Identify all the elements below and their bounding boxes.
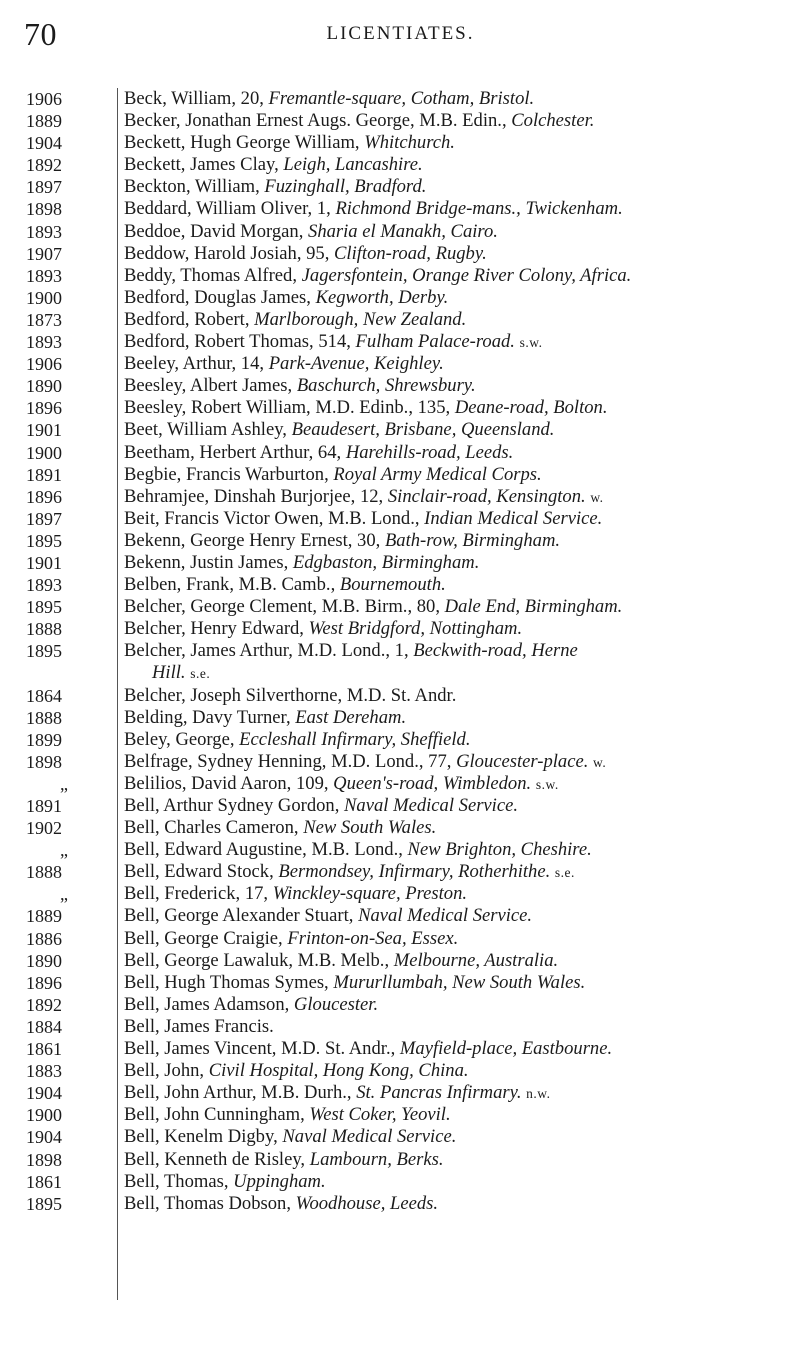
list-entry — [0, 1038, 801, 1060]
entry-line — [124, 1193, 784, 1215]
entry-address: Harehills-road, Leeds. — [345, 441, 514, 463]
entry-line — [124, 817, 784, 839]
entry-name: Beetham, Herbert Arthur, 64, — [124, 441, 346, 463]
entry-line — [124, 751, 784, 773]
entry-year: 1901 — [26, 552, 62, 573]
entry-address: Beaudesert, Brisbane, Queensland. — [291, 419, 555, 441]
entry-address: Fuzinghall, Bradford. — [264, 176, 427, 198]
list-entry — [0, 817, 801, 839]
entry-address: Richmond Bridge-mans., Twickenham. — [335, 198, 623, 220]
entry-address: Gloucester-place. — [456, 750, 589, 772]
entry-line — [124, 574, 784, 596]
list-entry — [0, 132, 801, 154]
entry-line — [124, 309, 784, 331]
entry-postal-district: w. — [593, 754, 607, 770]
entry-address: Leigh, Lancashire. — [283, 154, 423, 176]
entry-year: 1895 — [26, 1193, 62, 1214]
list-entry — [0, 88, 801, 110]
entry-address: Naval Medical Service. — [358, 905, 533, 927]
entry-year: 1898 — [26, 199, 62, 220]
entry-year: 1889 — [26, 111, 62, 132]
entry-address: West Bridgford, Nottingham. — [308, 618, 523, 640]
entry-address: Melbourne, Australia. — [393, 949, 559, 971]
entry-year: 1895 — [26, 641, 62, 662]
entry-line — [124, 508, 784, 530]
entry-year: 1889 — [26, 906, 62, 927]
entry-year: 1896 — [26, 486, 62, 507]
entry-year: 1897 — [26, 177, 62, 198]
entry-name: Bell, John Arthur, M.B. Durh., — [124, 1082, 357, 1104]
entry-name: Bell, Edward Augustine, M.B. Lond., — [124, 839, 408, 861]
entry-line — [124, 1104, 784, 1126]
entry-line — [124, 375, 784, 397]
entry-address: Mayfield-place, Eastbourne. — [399, 1038, 613, 1060]
list-entry — [0, 154, 801, 176]
entry-name: Bell, John Cunningham, — [124, 1104, 310, 1126]
entry-address: Sinclair-road, Kensington. — [387, 485, 586, 507]
entry-line — [124, 530, 784, 552]
entry-name: Beley, George, — [124, 728, 240, 750]
list-entry — [0, 574, 801, 596]
entry-year: 1898 — [26, 1149, 62, 1170]
list-entry — [0, 839, 801, 861]
entry-year: 1899 — [26, 729, 62, 750]
entry-year: 1888 — [26, 619, 62, 640]
entry-line — [124, 1171, 784, 1193]
entry-name: Belcher, Henry Edward, — [124, 618, 309, 640]
entry-address: Naval Medical Service. — [282, 1126, 457, 1148]
entry-address: Beckwith-road, Herne — [413, 640, 578, 662]
entry-year: 1861 — [26, 1171, 62, 1192]
entry-name: Bell, John, — [124, 1060, 209, 1082]
entry-address: St. Pancras Infirmary. — [356, 1082, 522, 1104]
list-entry — [0, 861, 801, 883]
entry-year: 1883 — [26, 1061, 62, 1082]
list-entry — [0, 972, 801, 994]
entry-line — [124, 1149, 784, 1171]
entry-line — [124, 1060, 784, 1082]
entry-year: „ — [60, 884, 68, 905]
entry-address: Civil Hospital, Hong Kong, China. — [208, 1060, 469, 1082]
entry-line — [124, 88, 784, 110]
entry-year: „ — [60, 773, 68, 794]
entry-name: Bell, James Vincent, M.D. St. Andr., — [124, 1038, 400, 1060]
entry-year: 1900 — [26, 1105, 62, 1126]
entry-name: Bell, George Craigie, — [124, 927, 288, 949]
entry-line — [124, 265, 784, 287]
entry-name: Beckett, James Clay, — [124, 154, 284, 176]
list-entry — [0, 353, 801, 375]
entry-line — [124, 552, 784, 574]
entry-year: 1864 — [26, 685, 62, 706]
list-entry — [0, 486, 801, 508]
list-entry — [0, 751, 801, 773]
entry-line — [124, 1016, 784, 1038]
entry-line — [124, 1038, 784, 1060]
entry-name: Bell, James Francis. — [124, 1015, 274, 1037]
entry-address: Fremantle-square, Cotham, Bristol. — [268, 88, 535, 109]
list-entry — [0, 508, 801, 530]
list-entry — [0, 640, 801, 684]
entry-year: 1861 — [26, 1039, 62, 1060]
list-entry — [0, 928, 801, 950]
entry-year: 1886 — [26, 928, 62, 949]
entry-year: 1907 — [26, 243, 62, 264]
entry-year: 1896 — [26, 972, 62, 993]
list-entry — [0, 397, 801, 419]
entry-address: Gloucester. — [293, 993, 379, 1015]
entry-name: Beeley, Arthur, 14, — [124, 353, 269, 375]
entry-postal-district: s.e. — [554, 865, 575, 881]
entry-name: Beet, William Ashley, — [124, 419, 292, 441]
entry-year: 1900 — [26, 287, 62, 308]
entry-year: 1888 — [26, 707, 62, 728]
entry-name: Bekenn, George Henry Ernest, 30, — [124, 529, 385, 551]
list-entry — [0, 596, 801, 618]
entry-name: Begbie, Francis Warburton, — [124, 463, 334, 485]
entry-address: Edgbaston, Birmingham. — [292, 551, 480, 573]
list-entry — [0, 994, 801, 1016]
entry-line — [124, 950, 784, 972]
entry-year: 1892 — [26, 155, 62, 176]
list-entry — [0, 773, 801, 795]
list-entry — [0, 375, 801, 397]
entry-name: Bell, George Lawaluk, M.B. Melb., — [124, 949, 394, 971]
entry-name: Beesley, Albert James, — [124, 375, 297, 397]
entry-name: Beesley, Robert William, M.D. Edinb., 135, — [124, 397, 455, 419]
entry-line — [124, 353, 784, 375]
entry-name: Beddard, William Oliver, 1, — [124, 198, 336, 220]
entry-name: Bell, George Alexander Stuart, — [124, 905, 359, 927]
entry-address: Deane-road, Bolton. — [454, 397, 608, 419]
list-entry — [0, 1060, 801, 1082]
entry-year: 1893 — [26, 265, 62, 286]
entry-name: Belfrage, Sydney Henning, M.D. Lond., 77, — [124, 750, 457, 772]
entry-address: Bournemouth. — [339, 574, 446, 596]
entry-name: Behramjee, Dinshah Burjorjee, 12, — [124, 485, 388, 507]
entry-address: Fulham Palace-road. — [355, 331, 515, 353]
entry-year: 1904 — [26, 1127, 62, 1148]
entry-line — [124, 618, 784, 640]
entry-year: 1895 — [26, 530, 62, 551]
entry-year: 1898 — [26, 751, 62, 772]
entry-postal-district: n.w. — [526, 1086, 551, 1102]
entry-line — [124, 994, 784, 1016]
page-header — [0, 14, 801, 54]
list-entry — [0, 1104, 801, 1126]
entry-year: 1893 — [26, 332, 62, 353]
entry-year: 1890 — [26, 376, 62, 397]
entry-line — [124, 905, 784, 927]
entry-name: Bedford, Robert, — [124, 308, 255, 330]
entry-line — [124, 685, 784, 707]
list-entry — [0, 1126, 801, 1148]
list-entry — [0, 198, 801, 220]
entry-line — [124, 154, 784, 176]
entry-continuation-line — [152, 662, 784, 684]
entry-year: 1892 — [26, 994, 62, 1015]
entry-name: Bekenn, Justin James, — [124, 551, 293, 573]
entry-address: Uppingham. — [233, 1170, 326, 1192]
entry-postal-district: s.w. — [519, 335, 543, 351]
entry-line — [124, 243, 784, 265]
list-entry — [0, 309, 801, 331]
entry-line — [124, 442, 784, 464]
entry-name: Belding, Davy Turner, — [124, 706, 296, 728]
entry-line — [124, 861, 784, 883]
entry-address: Woodhouse, Leeds. — [295, 1192, 439, 1214]
entry-year: 1900 — [26, 442, 62, 463]
list-entry — [0, 950, 801, 972]
entry-line — [124, 596, 784, 618]
entry-line — [124, 132, 784, 154]
list-entry — [0, 1193, 801, 1215]
entry-name: Belcher, James Arthur, M.D. Lond., 1, — [124, 640, 414, 662]
entry-address: Hill. — [152, 662, 186, 684]
entry-year: 1906 — [26, 354, 62, 375]
entry-address: Mururllumbah, New South Wales. — [333, 971, 586, 993]
entry-line — [124, 486, 784, 508]
list-entry — [0, 331, 801, 353]
list-entry — [0, 795, 801, 817]
entry-name: Bell, Frederick, 17, — [124, 883, 273, 905]
entry-name: Beckton, William, — [124, 176, 265, 198]
entry-name: Belcher, George Clement, M.B. Birm., 80, — [124, 596, 445, 618]
page-number: 70 — [24, 16, 57, 52]
entry-line — [124, 640, 784, 662]
entry-name: Bell, Hugh Thomas Symes, — [124, 971, 334, 993]
entry-year: 1896 — [26, 398, 62, 419]
entry-address: New South Wales. — [303, 817, 437, 839]
entry-line — [124, 729, 784, 751]
entry-line — [124, 464, 784, 486]
entry-line — [124, 773, 784, 795]
list-entry — [0, 552, 801, 574]
entry-postal-district: s.e. — [190, 666, 211, 682]
entry-address: Bath-row, Birmingham. — [384, 529, 561, 551]
entry-address: Kegworth, Derby. — [315, 286, 449, 308]
entry-name: Bell, Kenneth de Risley, — [124, 1148, 310, 1170]
entry-name: Belcher, Joseph Silverthorne, M.D. St. Andr. — [124, 684, 457, 706]
list-entry — [0, 442, 801, 464]
entry-name: Bell, Thomas, — [124, 1170, 234, 1192]
entry-name: Belilios, David Aaron, 109, — [124, 772, 334, 794]
list-entry — [0, 883, 801, 905]
list-entry — [0, 530, 801, 552]
entry-year: 1873 — [26, 309, 62, 330]
entry-address: Naval Medical Service. — [344, 795, 519, 816]
entry-year: 1888 — [26, 862, 62, 883]
entry-postal-district: s.w. — [535, 776, 559, 792]
entry-name: Beck, William, 20, — [124, 88, 269, 109]
entry-year: 1891 — [26, 464, 62, 485]
entry-address: Frinton-on-Sea, Essex. — [287, 927, 459, 949]
list-entry — [0, 287, 801, 309]
entry-year: 1906 — [26, 89, 62, 109]
list-entry — [0, 221, 801, 243]
entry-year: 1901 — [26, 420, 62, 441]
entry-name: Beddoe, David Morgan, — [124, 220, 309, 242]
entry-line — [124, 110, 784, 132]
entry-name: Bell, Arthur Sydney Gordon, — [124, 795, 345, 816]
entry-year: 1895 — [26, 597, 62, 618]
entry-year: 1902 — [26, 818, 62, 839]
entry-name: Belben, Frank, M.B. Camb., — [124, 574, 340, 596]
list-entry — [0, 1149, 801, 1171]
entry-address: Winckley-square, Preston. — [272, 883, 468, 905]
entry-year: 1893 — [26, 575, 62, 596]
entry-name: Beddy, Thomas Alfred, — [124, 264, 302, 286]
running-title: LICENTIATES. — [326, 23, 475, 44]
entry-line — [124, 198, 784, 220]
entry-address: Jagersfontein, Orange River Colony, Africa. — [301, 264, 632, 286]
entry-line — [124, 972, 784, 994]
list-entry — [0, 176, 801, 198]
entry-line — [124, 795, 784, 817]
entry-address: Dale End, Birmingham. — [444, 596, 623, 618]
entry-address: Colchester. — [511, 110, 595, 132]
entry-line — [124, 928, 784, 950]
entry-address: Marlborough, New Zealand. — [254, 308, 467, 330]
entry-address: Whitchurch. — [364, 132, 455, 154]
entry-name: Bell, Kenelm Digby, — [124, 1126, 283, 1148]
entry-name: Bell, Thomas Dobson, — [124, 1192, 296, 1214]
entry-line — [124, 419, 784, 441]
list-entry — [0, 905, 801, 927]
entry-year: 1884 — [26, 1016, 62, 1037]
entry-name: Beddow, Harold Josiah, 95, — [124, 242, 335, 264]
list-entry — [0, 110, 801, 132]
entry-line — [124, 1126, 784, 1148]
entry-address: Indian Medical Service. — [424, 507, 603, 529]
entry-year: 1904 — [26, 1083, 62, 1104]
entry-year: 1890 — [26, 950, 62, 971]
entry-name: Bedford, Robert Thomas, 514, — [124, 331, 356, 353]
list-entry — [0, 685, 801, 707]
entry-year: „ — [60, 840, 68, 861]
entry-address: Royal Army Medical Corps. — [333, 463, 542, 485]
entry-line — [124, 839, 784, 861]
entry-address: New Brighton, Cheshire. — [407, 839, 592, 861]
entry-line — [124, 287, 784, 309]
entry-line — [124, 331, 784, 353]
entry-address: Sharia el Manakh, Cairo. — [308, 220, 498, 242]
list-entry — [0, 707, 801, 729]
entry-year: 1897 — [26, 508, 62, 529]
list-entry — [0, 464, 801, 486]
entry-address: Clifton-road, Rugby. — [334, 242, 487, 264]
entry-line — [124, 707, 784, 729]
entry-name: Beit, Francis Victor Owen, M.B. Lond., — [124, 507, 425, 529]
entry-name: Becker, Jonathan Ernest Augs. George, M.B. Edin., — [124, 110, 512, 132]
list-entry — [0, 265, 801, 287]
entry-year: 1891 — [26, 796, 62, 816]
list-entry — [0, 243, 801, 265]
entry-name: Bell, Charles Cameron, — [124, 817, 304, 839]
entry-address: Baschurch, Shrewsbury. — [296, 375, 476, 397]
entry-address: Bermondsey, Infirmary, Rotherhithe. — [278, 861, 551, 883]
list-entry — [0, 1016, 801, 1038]
entry-postal-district: w. — [590, 489, 604, 505]
entry-address: Eccleshall Infirmary, Sheffield. — [239, 728, 471, 750]
entry-year: 1893 — [26, 221, 62, 242]
entry-line — [124, 883, 784, 905]
entry-line — [124, 397, 784, 419]
entry-address: Park-Avenue, Keighley. — [268, 353, 444, 375]
entry-address: East Dereham. — [295, 706, 407, 728]
entry-line — [124, 176, 784, 198]
list-entry — [0, 618, 801, 640]
entry-name: Bell, Edward Stock, — [124, 861, 279, 883]
entry-line — [124, 1082, 784, 1104]
entry-year: 1904 — [26, 133, 62, 154]
list-entry — [0, 729, 801, 751]
entry-name: Bedford, Douglas James, — [124, 286, 316, 308]
entry-line — [124, 221, 784, 243]
entry-name: Beckett, Hugh George William, — [124, 132, 365, 154]
licentiate-list — [0, 88, 801, 1215]
list-entry — [0, 419, 801, 441]
entry-name: Bell, James Adamson, — [124, 993, 294, 1015]
list-entry — [0, 1082, 801, 1104]
entry-address: Lambourn, Berks. — [309, 1148, 444, 1170]
entry-address: West Coker, Yeovil. — [309, 1104, 451, 1126]
entry-address: Queen's-road, Wimbledon. — [333, 772, 532, 794]
list-entry — [0, 1171, 801, 1193]
